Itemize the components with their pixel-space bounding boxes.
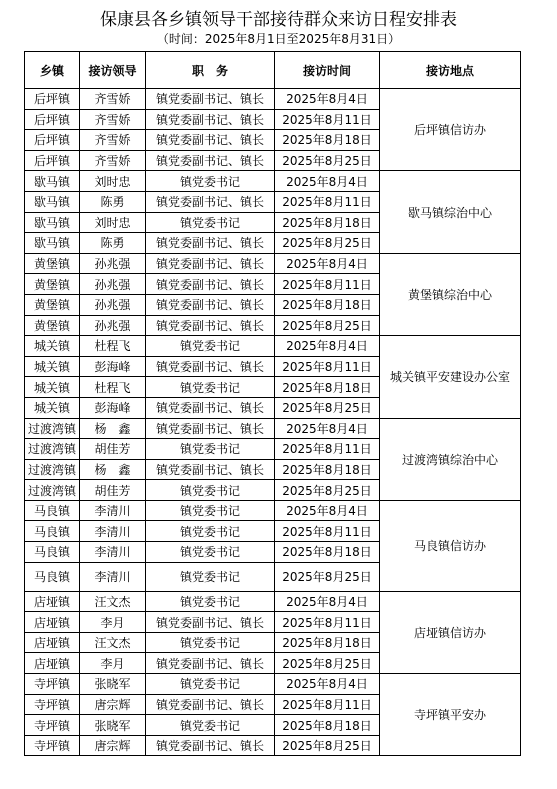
leader-cell: 齐雪娇 [80, 109, 146, 130]
header-row [25, 52, 521, 89]
header-leader: 接访领导 [80, 52, 146, 89]
leader-cell: 李清川 [80, 542, 146, 563]
town-cell: 过渡湾镇 [25, 439, 80, 460]
town-cell: 后坪镇 [25, 150, 80, 171]
date-cell: 2025年8月18日 [275, 715, 380, 736]
table-row [25, 171, 521, 192]
date-cell: 2025年8月4日 [275, 171, 380, 192]
date-cell: 2025年8月25日 [275, 480, 380, 501]
date-cell: 2025年8月25日 [275, 653, 380, 674]
position-cell: 镇党委书记 [146, 171, 275, 192]
leader-cell: 李月 [80, 612, 146, 633]
town-cell: 黄堡镇 [25, 315, 80, 336]
town-cell: 寺坪镇 [25, 694, 80, 715]
table-row [25, 591, 521, 612]
header-place: 接访地点 [380, 52, 521, 89]
town-cell: 城关镇 [25, 356, 80, 377]
position-cell: 镇党委副书记、镇长 [146, 191, 275, 212]
town-cell: 歇马镇 [25, 233, 80, 254]
leader-cell: 杨 鑫 [80, 418, 146, 439]
leader-cell: 李月 [80, 653, 146, 674]
town-cell: 寺坪镇 [25, 735, 80, 756]
leader-cell: 汪文杰 [80, 591, 146, 612]
leader-cell: 李清川 [80, 500, 146, 521]
leader-cell: 胡佳芳 [80, 439, 146, 460]
town-cell: 歇马镇 [25, 212, 80, 233]
date-cell: 2025年8月11日 [275, 191, 380, 212]
position-cell: 镇党委副书记、镇长 [146, 315, 275, 336]
date-cell: 2025年8月11日 [275, 439, 380, 460]
date-range-subtitle: （时间：2025年8月1日至2025年8月31日） [156, 32, 401, 46]
leader-cell: 彭海峰 [80, 356, 146, 377]
leader-cell: 唐宗辉 [80, 694, 146, 715]
date-cell: 2025年8月18日 [275, 542, 380, 563]
town-cell: 后坪镇 [25, 130, 80, 151]
town-cell: 黄堡镇 [25, 274, 80, 295]
position-cell: 镇党委副书记、镇长 [146, 397, 275, 418]
leader-cell: 杨 鑫 [80, 459, 146, 480]
leader-cell: 齐雪娇 [80, 130, 146, 151]
town-cell: 马良镇 [25, 562, 80, 591]
position-cell: 镇党委书记 [146, 562, 275, 591]
table-row [25, 253, 521, 274]
position-cell: 镇党委书记 [146, 336, 275, 357]
position-cell: 镇党委副书记、镇长 [146, 653, 275, 674]
leader-cell: 张晓军 [80, 715, 146, 736]
position-cell: 镇党委副书记、镇长 [146, 694, 275, 715]
date-cell: 2025年8月18日 [275, 294, 380, 315]
leader-cell: 胡佳芳 [80, 480, 146, 501]
position-cell: 镇党委副书记、镇长 [146, 274, 275, 295]
date-cell: 2025年8月4日 [275, 89, 380, 110]
town-cell: 寺坪镇 [25, 715, 80, 736]
town-cell: 店垭镇 [25, 591, 80, 612]
leader-cell: 杜程飞 [80, 377, 146, 398]
position-cell: 镇党委副书记、镇长 [146, 130, 275, 151]
position-cell: 镇党委副书记、镇长 [146, 294, 275, 315]
position-cell: 镇党委书记 [146, 715, 275, 736]
date-cell: 2025年8月25日 [275, 315, 380, 336]
position-cell: 镇党委副书记、镇长 [146, 459, 275, 480]
date-cell: 2025年8月25日 [275, 150, 380, 171]
position-cell: 镇党委副书记、镇长 [146, 109, 275, 130]
date-cell: 2025年8月18日 [275, 377, 380, 398]
town-cell: 过渡湾镇 [25, 480, 80, 501]
place-cell: 过渡湾镇综治中心 [380, 418, 521, 500]
table-row [25, 418, 521, 439]
date-cell: 2025年8月11日 [275, 356, 380, 377]
date-cell: 2025年8月11日 [275, 274, 380, 295]
table-row [25, 674, 521, 695]
position-cell: 镇党委副书记、镇长 [146, 89, 275, 110]
table-row [25, 89, 521, 110]
date-cell: 2025年8月4日 [275, 418, 380, 439]
header-town: 乡镇 [25, 52, 80, 89]
header-position: 职 务 [146, 52, 275, 89]
leader-cell: 张晓军 [80, 674, 146, 695]
date-cell: 2025年8月25日 [275, 735, 380, 756]
town-cell: 过渡湾镇 [25, 459, 80, 480]
date-cell: 2025年8月25日 [275, 562, 380, 591]
town-cell: 店垭镇 [25, 612, 80, 633]
place-cell: 马良镇信访办 [380, 500, 521, 591]
place-cell: 店垭镇信访办 [380, 591, 521, 673]
position-cell: 镇党委书记 [146, 377, 275, 398]
town-cell: 歇马镇 [25, 191, 80, 212]
town-cell: 后坪镇 [25, 109, 80, 130]
position-cell: 镇党委副书记、镇长 [146, 735, 275, 756]
leader-cell: 孙兆强 [80, 315, 146, 336]
schedule-table [24, 51, 521, 756]
leader-cell: 齐雪娇 [80, 89, 146, 110]
leader-cell: 刘时忠 [80, 212, 146, 233]
place-cell: 黄堡镇综治中心 [380, 253, 521, 335]
leader-cell: 汪文杰 [80, 632, 146, 653]
leader-cell: 孙兆强 [80, 253, 146, 274]
date-cell: 2025年8月18日 [275, 130, 380, 151]
town-cell: 后坪镇 [25, 89, 80, 110]
date-cell: 2025年8月4日 [275, 500, 380, 521]
date-cell: 2025年8月11日 [275, 521, 380, 542]
position-cell: 镇党委书记 [146, 500, 275, 521]
position-cell: 镇党委书记 [146, 591, 275, 612]
position-cell: 镇党委书记 [146, 542, 275, 563]
leader-cell: 刘时忠 [80, 171, 146, 192]
position-cell: 镇党委副书记、镇长 [146, 253, 275, 274]
leader-cell: 李清川 [80, 562, 146, 591]
position-cell: 镇党委副书记、镇长 [146, 150, 275, 171]
leader-cell: 彭海峰 [80, 397, 146, 418]
position-cell: 镇党委副书记、镇长 [146, 356, 275, 377]
place-cell: 寺坪镇平安办 [380, 674, 521, 756]
town-cell: 城关镇 [25, 397, 80, 418]
position-cell: 镇党委书记 [146, 674, 275, 695]
town-cell: 过渡湾镇 [25, 418, 80, 439]
date-cell: 2025年8月4日 [275, 336, 380, 357]
leader-cell: 陈勇 [80, 233, 146, 254]
town-cell: 店垭镇 [25, 653, 80, 674]
table-row [25, 500, 521, 521]
town-cell: 寺坪镇 [25, 674, 80, 695]
position-cell: 镇党委书记 [146, 439, 275, 460]
position-cell: 镇党委书记 [146, 212, 275, 233]
table-row [25, 336, 521, 357]
leader-cell: 唐宗辉 [80, 735, 146, 756]
town-cell: 黄堡镇 [25, 294, 80, 315]
date-cell: 2025年8月11日 [275, 109, 380, 130]
town-cell: 黄堡镇 [25, 253, 80, 274]
leader-cell: 孙兆强 [80, 274, 146, 295]
place-cell: 城关镇平安建设办公室 [380, 336, 521, 418]
place-cell: 歇马镇综治中心 [380, 171, 521, 253]
position-cell: 镇党委书记 [146, 521, 275, 542]
date-cell: 2025年8月18日 [275, 459, 380, 480]
place-cell: 后坪镇信访办 [380, 89, 521, 171]
leader-cell: 孙兆强 [80, 294, 146, 315]
position-cell: 镇党委书记 [146, 480, 275, 501]
town-cell: 马良镇 [25, 542, 80, 563]
date-cell: 2025年8月25日 [275, 233, 380, 254]
town-cell: 马良镇 [25, 500, 80, 521]
date-cell: 2025年8月4日 [275, 253, 380, 274]
header-date: 接访时间 [275, 52, 380, 89]
position-cell: 镇党委书记 [146, 632, 275, 653]
date-cell: 2025年8月25日 [275, 397, 380, 418]
date-cell: 2025年8月11日 [275, 694, 380, 715]
date-cell: 2025年8月4日 [275, 591, 380, 612]
date-cell: 2025年8月11日 [275, 612, 380, 633]
position-cell: 镇党委副书记、镇长 [146, 418, 275, 439]
position-cell: 镇党委副书记、镇长 [146, 612, 275, 633]
schedule-body [25, 89, 521, 756]
town-cell: 店垭镇 [25, 632, 80, 653]
leader-cell: 齐雪娇 [80, 150, 146, 171]
leader-cell: 陈勇 [80, 191, 146, 212]
position-cell: 镇党委副书记、镇长 [146, 233, 275, 254]
page-title: 保康县各乡镇领导干部接待群众来访日程安排表 [100, 10, 457, 30]
town-cell: 歇马镇 [25, 171, 80, 192]
date-cell: 2025年8月4日 [275, 674, 380, 695]
town-cell: 城关镇 [25, 336, 80, 357]
leader-cell: 杜程飞 [80, 336, 146, 357]
date-cell: 2025年8月18日 [275, 212, 380, 233]
town-cell: 马良镇 [25, 521, 80, 542]
date-cell: 2025年8月18日 [275, 632, 380, 653]
leader-cell: 李清川 [80, 521, 146, 542]
town-cell: 城关镇 [25, 377, 80, 398]
